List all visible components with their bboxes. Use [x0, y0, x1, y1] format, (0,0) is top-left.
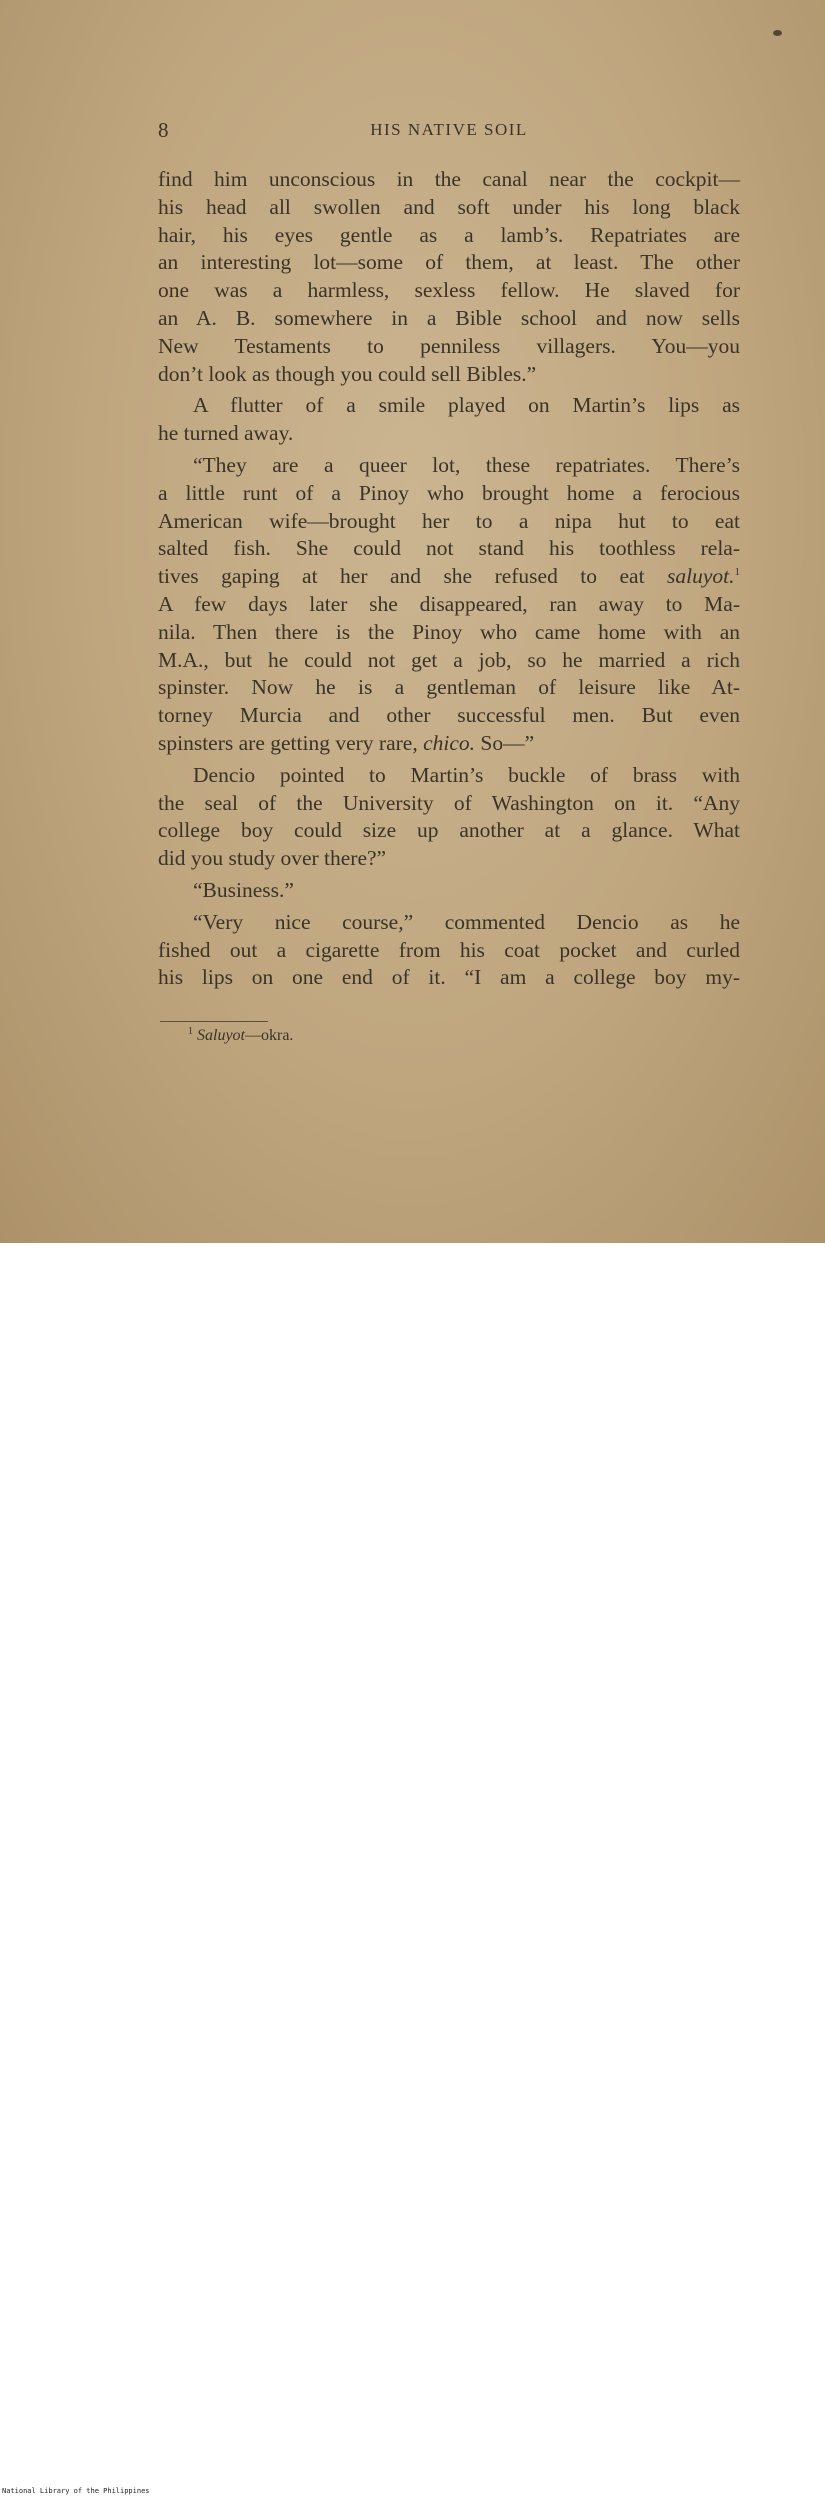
text-line: his head all swollen and soft under his long black	[158, 194, 740, 219]
text-line: New Testaments to penniless villagers. You—you	[158, 333, 740, 358]
text-line	[158, 730, 740, 758]
paragraph-4	[158, 762, 740, 873]
scan-footer-strip	[0, 1243, 825, 2495]
running-head: HIS NATIVE SOIL	[370, 120, 528, 139]
text-line: the seal of the University of Washington on it. “Any	[158, 790, 740, 815]
page-number: 8	[158, 118, 169, 142]
text-line: don’t look as though you could sell Bibles.”	[158, 361, 537, 386]
text-line: spinster. Now he is a gentleman of leisure like At-	[158, 675, 740, 700]
text-line: A flutter of a smile played on Martin’s lips as	[193, 393, 740, 418]
text-line: American wife—brought her to a nipa hut to eat	[158, 508, 740, 533]
text-line: did you study over there?”	[158, 846, 387, 871]
paragraph-2	[158, 392, 740, 448]
text-line: “Very nice course,” commented Dencio as he	[193, 909, 740, 934]
text-line: his lips on one end of it. “I am a college boy my-	[158, 965, 740, 990]
text-line: “They are a queer lot, these repatriates. There’s	[193, 452, 740, 477]
text-line: find him unconscious in the canal near the cockpit—	[158, 167, 740, 191]
text-line: M.A., but he could not get a job, so he married a rich	[158, 647, 740, 672]
footnote-definition: —okra.	[245, 1027, 294, 1044]
text-line: fished out a cigarette from his coat pocket and curled	[158, 937, 740, 962]
text-line: A few days later she disappeared, ran away to Ma-	[158, 591, 740, 616]
footnote-mark: 1	[734, 566, 740, 579]
text-line: an A. B. somewhere in a Bible school and now sells	[158, 305, 740, 330]
text-line	[158, 563, 740, 591]
italic-word: saluyot.	[667, 564, 735, 589]
page-header	[158, 118, 740, 142]
text-line: a little runt of a Pinoy who brought home a ferocious	[158, 480, 740, 505]
text-line: torney Murcia and other successful men. But even	[158, 703, 740, 728]
ink-speck	[773, 30, 782, 36]
paragraph-1	[158, 166, 740, 388]
text-line: one was a harmless, sexless fellow. He slaved for	[158, 278, 740, 303]
text-line: Dencio pointed to Martin’s buckle of brass with	[193, 762, 740, 787]
paragraph-5	[158, 877, 740, 905]
footnote-number: 1	[188, 1026, 193, 1037]
text-line: “Business.”	[193, 877, 294, 902]
library-watermark: National Library of the Philippines	[2, 2487, 150, 2495]
text-line: college boy could size up another at a glance. What	[158, 818, 740, 843]
footnote	[188, 1027, 293, 1045]
footnote-rule	[160, 1021, 268, 1022]
italic-word: chico.	[423, 730, 476, 755]
paragraph-6	[158, 909, 740, 992]
paragraph-3	[158, 452, 740, 758]
text-line: he turned away.	[158, 421, 294, 446]
text-line: an interesting lot—some of them, at least. The other	[158, 250, 740, 275]
text-line: salted fish. She could not stand his toothless rela-	[158, 536, 740, 561]
body-text	[158, 166, 740, 996]
text-segment: tives gaping at her and she refused to eat	[158, 564, 668, 589]
text-line: hair, his eyes gentle as a lamb’s. Repatriates are	[158, 222, 740, 247]
text-segment: So—”	[475, 730, 535, 755]
text-line: nila. Then there is the Pinoy who came home with an	[158, 619, 740, 644]
footnote-term: Saluyot	[197, 1027, 245, 1044]
text-segment: spinsters are getting very rare,	[158, 730, 424, 755]
book-page	[0, 0, 825, 1243]
